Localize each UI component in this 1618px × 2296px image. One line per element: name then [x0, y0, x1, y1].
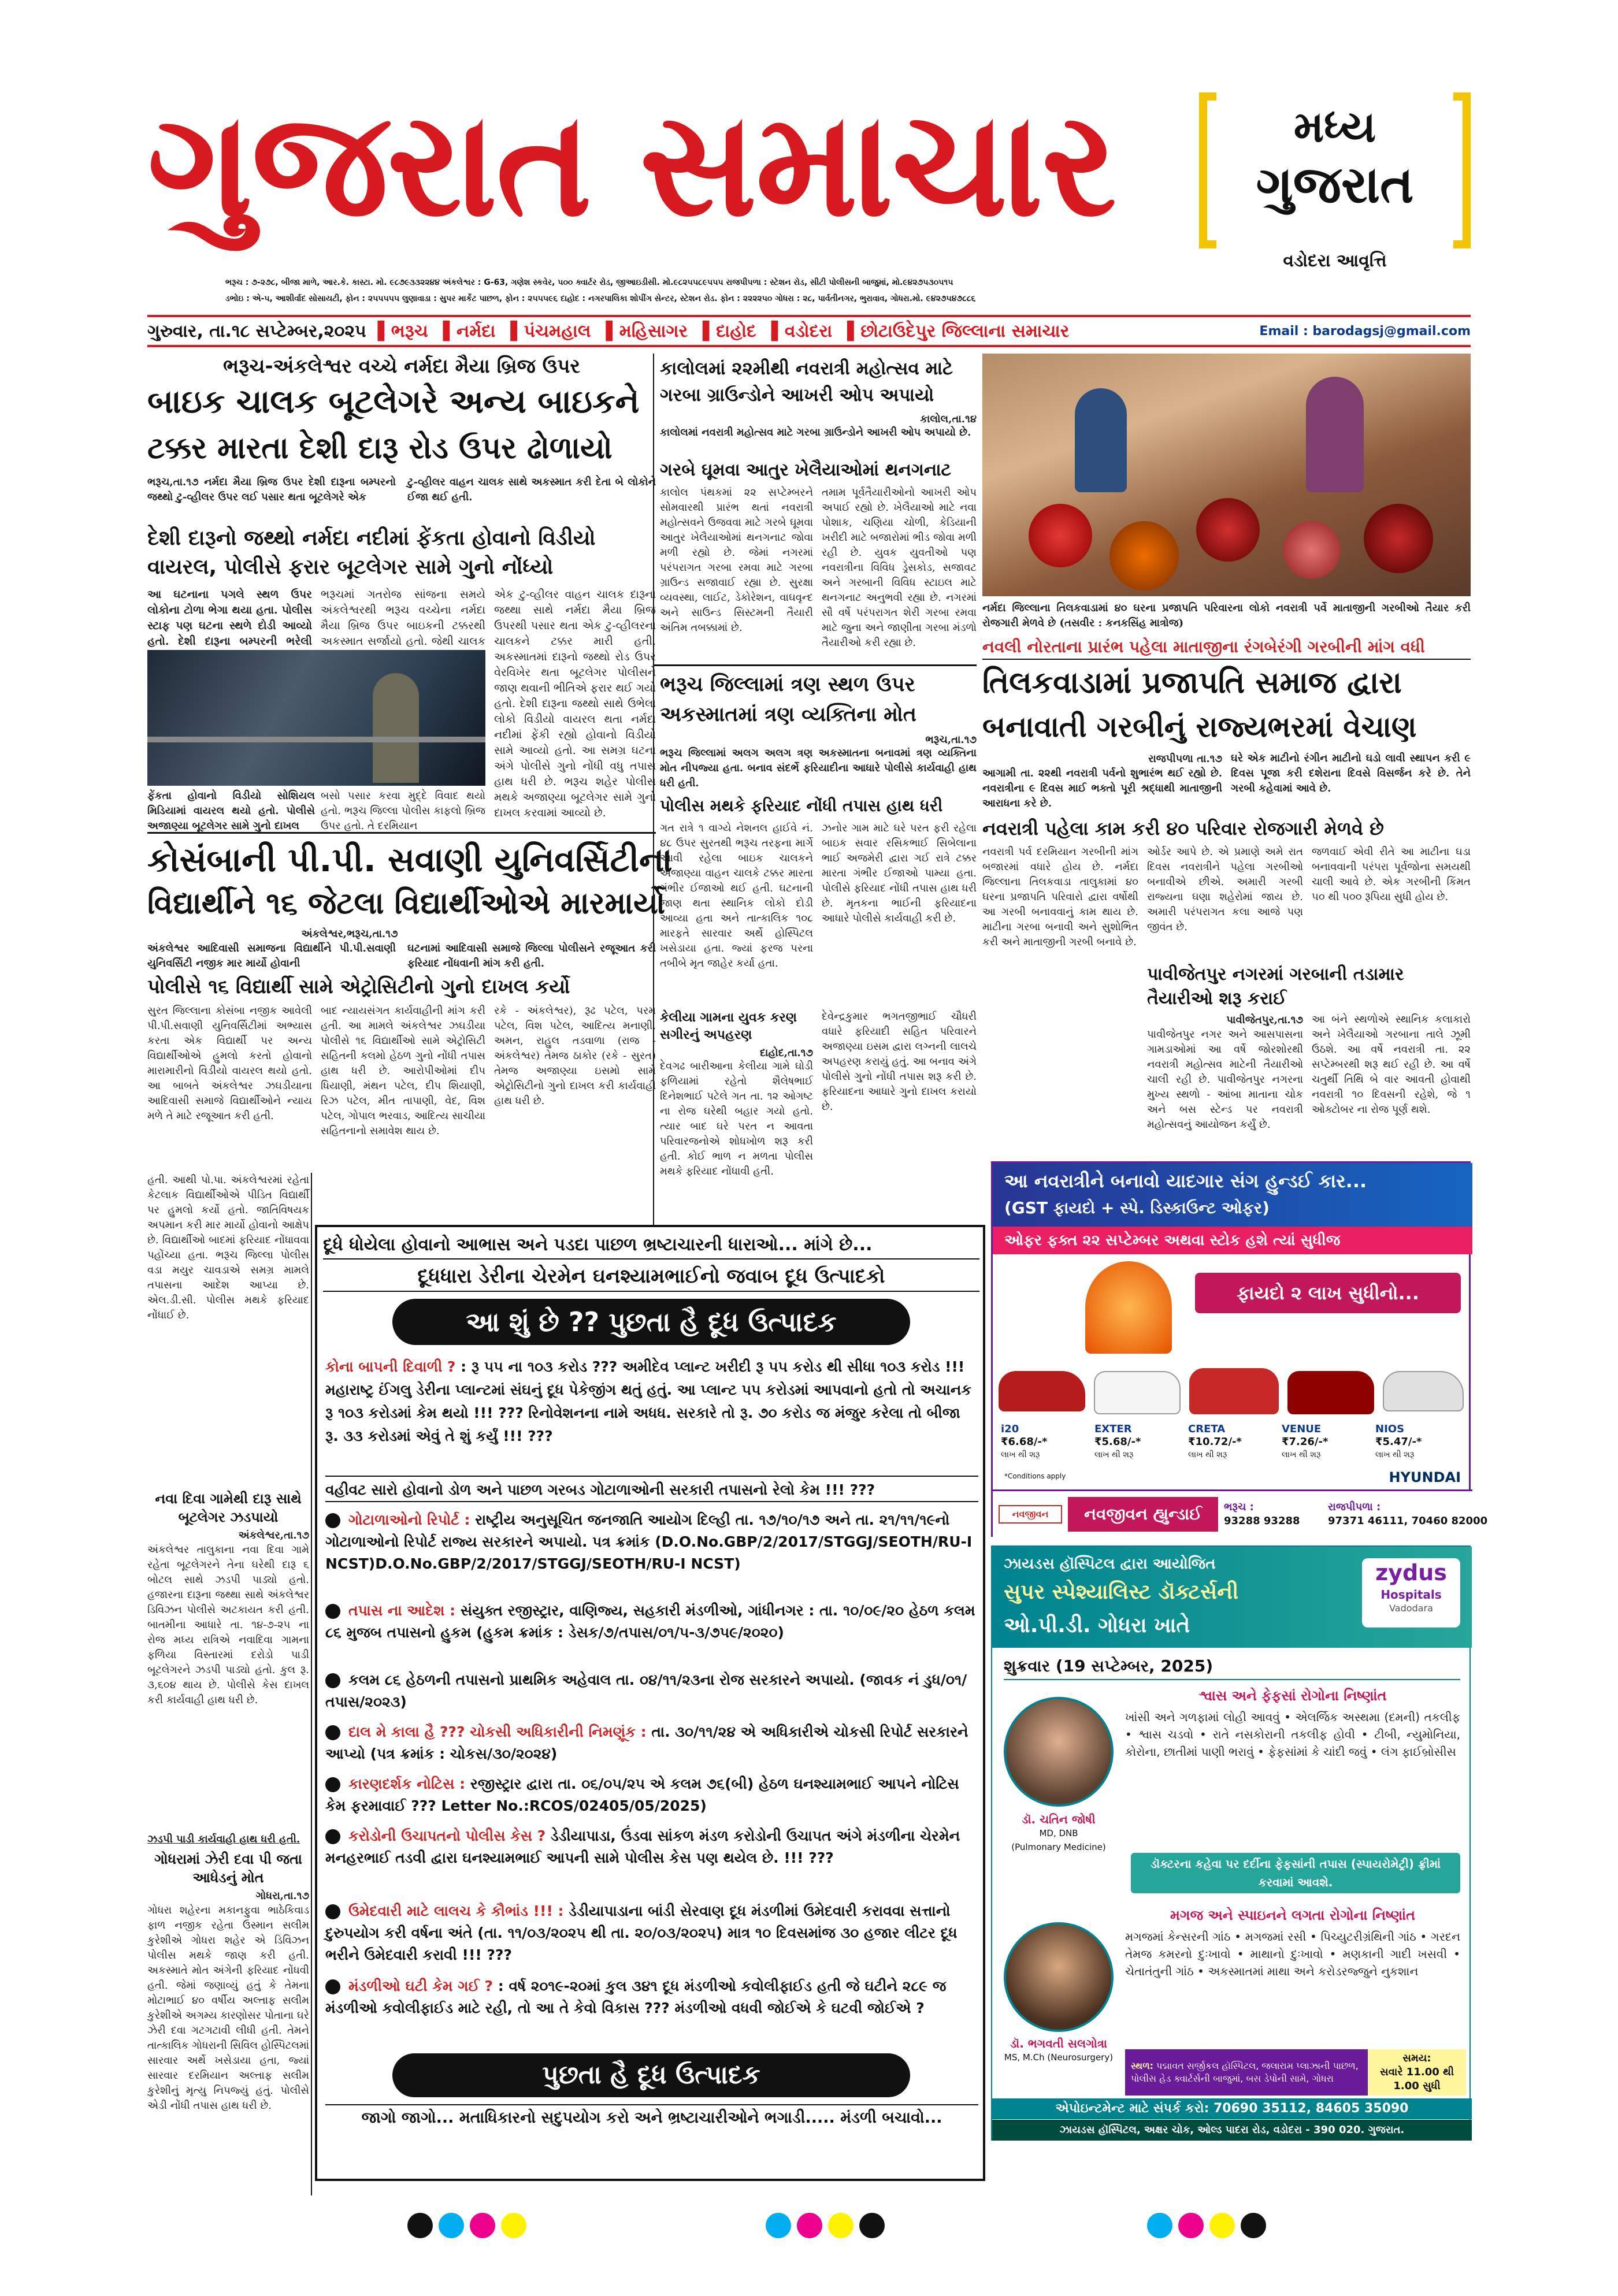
left-brief-headline-1: નવા દિવા ગામેથી દારૂ સાથે બૂટલેગર ઝડપાયો [155, 1491, 302, 1525]
dairy-bullet-4: દાલ મે કાલા હૈ ??? ચોકસી અધિકારીની નિમણૂંક : તા. ૩૦/૧૧/૨૪ એ અધિકારીએ ચોકસી રિપોર્ટ સરકારને આપ્યો (પત્ર ક્રમાંક : ચોકસ/૩૦/૨૦૨૪) [325, 1723, 968, 1762]
address-line-1: ભરૂચ : ૭-૨૭૮, બીજા માળે, આર.કે. કાસ્ટા. મો. ૯૮૭૯૩૩૨૨૪૪ અંકલેશ્વર : G-63, ગણેશ સ્કવેર, ૫૦૦ ક્વાર્ટર રોડ, જીઆઇડીસી. મો.૯૮૨૫૫૮૯૫૫૫ રાજપીપળા : સ્ટેશન રોડ, સીટી પોલીસની બાજુમાં, મો.૯૪૨૭૫૩૦૫૧૫ [225, 278, 953, 287]
car-creta[interactable] [1189, 1368, 1279, 1414]
model-prices [999, 1423, 1467, 1469]
doctor-2-degree: MS, M.Ch (Neurosurgery) [1004, 2052, 1114, 2063]
zydus-logo: zydus Hospitals Vadodara [1362, 1558, 1460, 1628]
model-nios[interactable]: NIOS ₹5.47/-* લાખ થી શરૂ [1375, 1423, 1422, 1459]
story4-intro-right: ઘટનામાં આદિવાસી સમાજે જિલ્લા પોલીસને રજૂઆત કરી ફરિયાદ નોંધવાની માંગ કરી હતી. [407, 942, 656, 969]
bullet-icon [325, 1829, 340, 1844]
doctor-2-name: ડૉ. ભગવતી સલગોત્રા [1010, 2037, 1107, 2050]
zydus-venue-label: સ્થળ: [1131, 2060, 1154, 2071]
zydus-line-1: ઝાયડસ હૉસ્પિટલ દ્વારા આયોજિત [1004, 1555, 1216, 1573]
model-exter[interactable]: EXTER ₹5.68/-* લાખ થી શરૂ [1094, 1423, 1141, 1459]
doctor-1-photo [1004, 1697, 1114, 1807]
dairy-banner: આ શું છે ?? પુછતા હૈ દૂધ ઉત્પાદક [392, 1299, 910, 1345]
cars-row [999, 1359, 1467, 1423]
garba-pots-photo [982, 354, 1471, 596]
pot-5 [1364, 504, 1433, 573]
doctor-2-photo [1004, 1922, 1114, 2032]
dealer-rajpipla[interactable]: રાજપીપળા : 97371 46111, 70460 82000 [1328, 1500, 1488, 1527]
photo-story-headline-2: બનાવાતી ગરબીનું રાજ્યભરમાં વેચાણ [982, 710, 1417, 744]
story1-headline-2: ટક્કર મારતા દેશી દારૂ રોડ ઉપર ઢોળાયો [147, 431, 613, 466]
dairy-bullet-5: કારણદર્શક નોટિસ : રજીસ્ટ્રાર દ્વારા તા. ૦૬/૦૫/૨૫ એ કલમ ૭૬(બી) હેઠળ ઘનશ્યામભાઈ આપને નોટિસ કેમ ફરમાવાઈ ??? Letter No.:RCOS/02405/05/2025) [325, 1775, 959, 1814]
nav-dahod[interactable]: ▌દાહોદ [703, 321, 756, 341]
story4-intro-left: અંકલેશ્વર આદિવાસી સમાજના વિદ્યાર્થીને પી.પી.સવાણી યુનિવર્સિટી નજીક માર માર્યો હોવાની [147, 942, 396, 969]
dairy-headline-1: દૂધે ધોયેલા હોવાનો આભાસ અને પડદા પાછળ ભ્રષ્ટાચારની ધારાઓ... માંગે છે... [323, 1232, 979, 1260]
story2-col-a: કાલોલ પંથકમાં ૨૨ સપ્ટેમ્બરને સોમવારથી પ્રારંભ થતાં નવરાત્રી મહોત્સવને ઉજવવા માટે ગરબે ઘૂમવા આતુર ખેલૈયાઓમાં થનગનાટ જોવા મળી રહ્યો છે. જેમાં નગરમાં પરંપરાગત ગરબા રમવા માટે ગરબા ગ્રાઉન્ડ સજાવાઈ રહ્યા છે. સુરક્ષા વ્યવસ્થા, લાઈટ, ડેકોરેશન, વાઘવૃન્દ અને સાઉન્ડ સિસ્ટમની તૈયારી અંતિમ તબક્કામાં છે. [660, 486, 813, 634]
doctor-2-info [998, 2037, 1119, 2064]
zydus-appointment[interactable]: એપોઇન્ટમેન્ટ માટે સંપર્ક કરો: 70690 35112, 84605 35090 [992, 2098, 1472, 2119]
story3-col-d: દેવેન્દ્રકુમાર ભગતજીભાઈ ચૌધરી વધારે ફરિયાદી સહિત પરિવારને અજાણ્યા ઇસમ દ્વારા લગ્નની લાલચે અપહરણ કરાયું હતું. આ બનાવ અંગે પોલીસે ગુનો નોંધી તપાસ શરૂ કરી છે. ફરિયાદના આધારે ગુનો દાખલ કરાયો છે. [822, 1010, 977, 1113]
zydus-dept-2: મગજ અને સ્પાઇનને લગતા રોગોના નિષ્ણાંત [1170, 1907, 1415, 1923]
story2-headline-1: કાલોલમાં ૨૨મીથી નવરાત્રી મહોત્સવ માટે [660, 358, 953, 379]
pot-3 [1196, 498, 1260, 562]
bullet-icon [325, 1725, 340, 1740]
story1-caption: ફેંકતા હોવાનો વિડીયો સોશિયલ મિડિયામાં વાયરલ થયો હતો. પોલીસે અજાણ્યા બૂટલેગર સામે ગુનો દાખલ [147, 790, 315, 832]
doctor-1-info [998, 1812, 1119, 1854]
email[interactable]: Email : barodagsj@gmail.com [1259, 324, 1471, 339]
dealer-logo: નવજીવન [999, 1505, 1062, 1524]
left-brief-dateline-1: અંકલેશ્વર,તા.૧૭ [238, 1529, 309, 1541]
bullet-icon [325, 1604, 340, 1619]
zydus-line-3: ઓ.પી.ડી. ગોધરા ખાતે [1004, 1614, 1190, 1637]
edition-city: વડોદરા આવૃત્તિ [1283, 251, 1387, 271]
dairy-p1: કોના બાપની દિવાળી ? : રૂ ૫૫ ના ૧૦૩ કરોડ ??? અમીદેવ પ્લાન્ટ ખરીદી રૂ ૫૫ કરોડ થી સીધા ૧૦૩ કરોડ !!! મહારાષ્ટ્ર ઈંગલુ ડેરીના પ્લાન્ટમાં સંઘનું દૂધ પેકેજીંગ થતું હતું. આ પ્લાન્ટ ૫૫ કરોડમાં આપવાનો હતો તો અચાનક રૂ ૧૦૩ કરોડમાં કેમ થયો !!! ??? રિનોવેશનના નામે અધધ. સરકારે તો રૂ. ૭૦ કરોડ જ મંજુર કરેલા તો બીજા રૂ. ૩૩ કરોડમાં એવું તે શું કર્યું !!! ??? [325, 1358, 972, 1444]
pot-4 [1283, 521, 1341, 579]
left-brief-text-1: હતી. આથી પો.પા. અંકલેશ્વરમાં રહેતા કેટલાક વિદ્યાર્થીઓએ પીડિત વિદ્યાર્થી પર હુમલો કર્યો હતો. જાતિવિષયક અપમાન કરી માર માર્યો હોવાનો આક્ષેપ છે. વિદ્યાર્થીઓ બાદમાં ફરિયાદ નોંધાવવા પહોંચ્યા હતા. ભરૂચ જિલ્લા પોલીસ વડા મયુર ચાવડાએ સમગ્ર મામલે તપાસના આદેશ આપ્યા છે. એલ.ડી.સી. પોલીસ મથકે ફરિયાદ નોંધાઈ છે. [147, 1174, 309, 1321]
hyundai-ad-headline: આ નવરાત્રીને બનાવો યાદગાર સંગ હુન્ડઈ કાર... [1004, 1170, 1367, 1192]
photo-credit: (તસવીર : કનકસિંહ માત્રોજ) [1059, 617, 1184, 629]
police-figure [373, 673, 419, 783]
dealer-bar [993, 1489, 1488, 1537]
story2-dateline: કાલોલ,તા.૧૪ [920, 413, 977, 425]
story-kosamba-university [147, 832, 673, 1167]
story3-col-c: દેવગઢ બારીઆના કેલીયા ગામે ઘોડી ફળિયામાં રહેતો શૈલેષભાઈ દિનેશભાઈ પટેલે ગત તા. ૧૨ ઓગષ્ટ ના રોજ ઘરેથી બહાર ગયો હતો. ત્યાર બાદ ઘરે પરત ન આવતા પરિવારજનોએ શોધખોળ શરૂ કરી હતી. કોઈ ભાળ ન મળતા પોલીસ મથકે ફરિયાદ નોંધાવી હતી. [660, 1060, 813, 1177]
section-nav [147, 315, 1471, 347]
story3-headline-1: ભરૂચ જિલ્લામાં ત્રણ સ્થળ ઉપર [660, 673, 915, 696]
bridge-railing [147, 737, 485, 742]
story1-sub-1: દેશી દારૂનો જથ્થો નર્મદા નદીમાં ફેંકતા હોવાનો વિડીયો [147, 526, 596, 550]
bullet-icon [325, 1513, 340, 1528]
left-brief-dateline-2: ગોધરા,તા.૧૭ [255, 1890, 309, 1902]
story4-headline-2: વિદ્યાર્થીને ૧૬ જેટલા વિદ્યાર્થીઓએ મારમાર્યો [147, 886, 666, 921]
hyundai-ad-benefit: ફાયદો ૨ લાખ સુધીનો... [1195, 1273, 1461, 1313]
model-venue[interactable]: VENUE ₹7.26/-* લાખ થી શરૂ [1282, 1423, 1328, 1459]
photo-story-intro-left: આગામી તા. ૨૨થી નવરાત્રી પર્વનો શુભારંભ થઈ રહ્યો છે. નવરાત્રીના ૯ દિવસ માઈ ભક્તો પૂરી શ્રદ્ધાથી માતાજીની આરાધના કરે છે. [982, 767, 1222, 809]
story3-col-a: ગત રાત્રે ૧ વાગ્યે નેશનલ હાઈવે નં. ૪૮ ઉપર સુરતથી ભરૂચ તરફના માર્ગે આવી રહેલા બાઇક ચાલકને અજાણ્યા વાહન ચાલકે ટક્કર મારતા ગંભીર ઈજાઓ થઈ હતી. ઘટનાની જાણ થતા સ્થાનિક લોકો દોડી આવ્યા હતા અને તાત્કાલિક ૧૦૮ મારફતે સારવાર અર્થે હોસ્પિટલ ખસેડાયા હતા. જ્યાં ફરજ પરના તબીબે મૃત જાહેર કર્યા હતા. [660, 822, 813, 969]
model-i20[interactable]: i20 ₹6.68/-* લાખ થી શરૂ [1001, 1423, 1048, 1459]
left-column-briefs [147, 1173, 312, 2195]
durga-image [1085, 1261, 1172, 1354]
dairy-headline-2: દૂધધારા ડેરીના ચેરમેન ઘનશ્યામભાઈનો જવાબ દૂધ ઉત્પાદકો [323, 1262, 979, 1292]
dairy-bullet-1: ગોટાળાઓનો રિપોર્ટ : રાષ્ટ્રીય અનુસૂચિત જનજાતિ આયોગ દિલ્હી તા. ૧૭/૧૦/૧૭ અને તા. ૨૧/૧૧/૧૯નો ગોટાળાઓનો રિપોર્ટ રાજ્ય સરકારને અપાયો. પત્ર ક્રમાંક (D.O.No.GBP/2/2017/STGGJ/SEOTH/RU-I NCST)D.O.No.GBP/2/2017/STGGJ/SEOTH/RU-I NCST) [325, 1511, 973, 1572]
photo-story-col-a: નવરાત્રી પર્વ દરમિયાન ગરબીની માંગ બજારમાં વધારે હોય છે. નર્મદા જિલ્લાના તિલકવાડા તાલુકામાં ૪૦ ઘરના પ્રજાપતિ પરિવારો દ્વારા વર્ષોથી આ ગરબી બનાવવાનું કામ થાય છે. માટીના ગરબા બનાવી અને સુશોભિત કરી અને માતાજીની ગરબી બનાવે છે. [982, 846, 1138, 948]
photo-story-dateline-2: પાવીજેતપુર,તા.૧૭ [1226, 1014, 1303, 1026]
dairy-bullet-2: તપાસ ના આદેશ : સંયુક્ત રજીસ્ટ્રાર, વાણિજ્ય, સહકારી મંડળીઓ, ગાંધીનગર : તા. ૧૦/૦૯/૨૦ હેઠળ કલમ ૮૬ મુજબ તપાસનો હુકમ (હુકમ ક્રમાંક : ડેસક/૭/તપાસ/૦૧/૫-૩/૭૫૯/૨૦૨૦) [325, 1602, 975, 1641]
dairy-footer-line: જાગો જાગો... મતાધિકારનો સદુપયોગ કરો અને ભ્રષ્ટાચારીઓને ભગાડી..... મંડળી બચાવો... [325, 2104, 978, 2131]
story4-headline-1: કોસંબાની પી.પી. સવાણી યુનિવર્સિટીના [147, 840, 673, 879]
zydus-dept-1-items: ખાંસી અને ગળફામાં લોહી આવવું • એલર્જિક અસ્થમા (દમની) તકલીફ • શ્વાસ ચડવો • રાતે નસકોરાની તકલીફ હોવી • ટીબી, ન્યુમોનિયા, કોરોના, છાતીમાં પાણી ભરાવું • ફેફસાંમાં કે ચાંદી જવું • લંગ ફાઈબ્રોસીસ [1125, 1710, 1461, 1759]
story1-photo-large [147, 650, 485, 786]
photo-story-headline-1: તિલકવાડામાં પ્રજાપતિ સમાજ દ્વારા [982, 666, 1402, 700]
zydus-time: સવારે 11.00 થી 1.00 સુધી [1380, 2066, 1454, 2092]
photo-story-dateline: રાજપીપળા તા.૧૭ [1148, 753, 1222, 765]
story2-col-b: તમામ પૂર્વતૈયારીઓનો આખરી ઓપ અપાઈ રહ્યો છે. ખેલૈયાઓ માટે નવા પોશાક, ચણિયા ચોળી, કેડિયાની ખરીદી માટે બજારોમાં ભીડ જોવા મળી રહી છે. યુવક યુવતીઓ પણ નવરાત્રીના વિવિધ ડ્રેસકોડ, સજાવટ અને ગરબાની વિવિધ સ્ટાઇલ માટે થનગનાટ અનુભવી રહ્યા છે. નગરમાં સૌ વર્ષે પરંપરાગત શેરી ગરબા રમવા માટે જુના અને જાણીતા ગરબા મંડળો તૈયારીઓ કરી રહ્યા છે. [822, 486, 977, 649]
dairy-bullet-7: ઉમેદવારી માટે લાલચ કે કૌભાંડ !!! : ડેડીયાપાડાના બાંડી સેરવાણ દૂધ મંડળીમાં ઉમેદવારી કરાવવા સત્તાનો દુરુપયોગ કરી વર્ષના અંતે (તા. ૧૧/૦૩/૨૦૨૫ થી તા. ૨૦/૦૩/૨૦૨૫) માત્ર ૧૦ દિવસમાંજ ૩૦ હજાર લીટર દૂધ ભરીને ઉમેદવારી કરાવી !!! ??? [325, 1903, 958, 1963]
registration-marks-left [404, 2213, 529, 2241]
story4-col-b: બાદ ન્યાયસંગત કાર્યવાહીની માંગ કરી હતી. આ મામલે અંકલેશ્વર ઝઘડીયા પોલીસે ૧૬ વિદ્યાર્થીઓ સામે એટ્રોસિટી સહિતની કલમો હેઠળ ગુનો નોંધી તપાસ હાથ ધરી છે. આરોપીઓમાં દીપ ધિયાણી, મંથન પટેલ, દીપ શિયાણી, રિઝ પટેલ, મીત તાપાણી, વેદ, વિશ પટેલ, ગોપાલ ભરવાડ, આદિત્ય સાચીયા સહિતનાનો સમાવેશ થાય છે. [321, 1005, 485, 1137]
story2-headline-2: ગરબા ગ્રાઉન્ડોને આખરી ઓપ અપાયો [660, 385, 934, 406]
photo-caption: નર્મદા જિલ્લાના તિલકવાડામાં ૪૦ ઘરના પ્રજાપતિ પરિવારના લોકો નવરાત્રી પર્વે માતાજીની ગરબીઓ તૈયાર કરી રોજગારી મેળવે છે (તસવીર : કનકસિંહ માત્રોજ) [982, 602, 1471, 629]
bullet-icon [325, 1777, 340, 1792]
left-brief-text-2: અંકલેશ્વર તાલુકાના નવા દિવા ગામે રહેતા બૂટલેગરને તેના ઘરેથી દારૂ ૬ બોટલ સાથે ઝડપી પાડ્યો હતો. હજારના દારૂના જથ્થા સાથે અંકલેશ્વર ડિવિઝન પોલીસે અટકાયત કરી હતી. બાતમીના આધારે તા. ૧૪-૭-૨૫ ના રોજ મધ્ય રાત્રિએ નવાદિવા ગામના ફળિયા વિસ્તારમાં દરોડો પાડી બૂટલેગરને ઝડપી પાડ્યો હતો. કુલ રૂ. ૩,૬૦૪ થાય છે. પોલીસે કેસ દાખલ કરી કાર્યવાહી હાથ ધરી છે. [147, 1544, 309, 1706]
zydus-address: ઝાયડસ હૉસ્પિટલ, અક્ષર ચોક, ઓલ્ડ પાદરા રોડ, વડોદરા - 390 020. ગુજરાત. [992, 2120, 1472, 2141]
zydus-date: શુક્રવાર (19 સપ્ટેમ્બર, 2025) [1004, 1654, 1460, 1680]
story3-dateline: ભરૂચ,તા.૧૭ [925, 734, 977, 746]
story1-col-b: ભરૂચમાં ગતરોજ સાંજના સમયે અંકલેશ્વરથી ભરૂચ વચ્ચેના નર્મદા મૈયા બ્રિજ ઉપર બાઇકની ટક્કરથી અકસ્માત સર્જાયો હતો. જેથી ચાલક [321, 588, 485, 648]
story4-sub: પોલીસે ૧૬ વિદ્યાર્થી સામે એટ્રોસિટીનો ગુનો દાખલ કર્યો [147, 975, 570, 998]
photo-story [982, 636, 1471, 1156]
address-strip [225, 274, 1179, 309]
doctor-1-name: ડૉ. ચતિન જોષી [1022, 1812, 1096, 1826]
left-brief-text-3: ગોધરા શહેરના મકાનફુવા ભાઠેકિવાડ ફાળ નજીક રહેતા ઉસ્માન સલીમ કુરેશીએ ગોધરા શહેર એ ડિવિઝન પોલીસ મથકે જાણ કરી હતી. અકસ્માતે મોત અંગેની ફરિયાદ નોંધવી હતી. જેમાં જણાવ્યું હતું કે તેમના મોટાભાઈ ૪૦ વર્ષીય અલ્તાફ સલીમ કુરેશીએ અગમ્ય કારણોસર પોતાના ઘરે ઝેરી દવા ગટગટાવી લીધી હતી. તેમને તાત્કાલિક ગોધરાની સિવિલ હોસ્પિટલમાં સારવાર અર્થે ખસેડાયા હતા, જ્યાં સારવાર દરમિયાન અલ્તાફ સલીમ કુરેશીનું મૃત્યુ નિપજ્યું હતું. પોલીસે એડી નોંધી તપાસ હાથ ધરી છે. [147, 1904, 309, 2112]
nav-panchmahal[interactable]: ▌પંચમહાલ [510, 321, 591, 341]
bullet-icon [325, 1673, 340, 1688]
story3-sub: પોલીસ મથકે ફરિયાદ નોંધી તપાસ હાથ ધરી [660, 796, 943, 815]
edition-top: મધ્ય [1293, 102, 1376, 152]
zydus-venue-bar [1125, 2049, 1466, 2096]
hyundai-ad-header [993, 1163, 1472, 1227]
zydus-time-label: સમય: [1402, 2052, 1431, 2064]
story2-sub: ગરબે ઘૂમવા આતુર ખેલૈયાઓમાં થનગનાટ [660, 460, 952, 480]
zydus-line-2: સુપર સ્પેશ્યાલિસ્ટ ડૉક્ટર્સની [1004, 1580, 1239, 1604]
car-venue[interactable] [1287, 1371, 1374, 1414]
zydus-venue: પદ્માવત સર્જીકલ હૉસ્પિટલ, જલારામ પ્લાઝાની પાછળ, પોલીસ હેડ ક્વાર્ટર્સની બાજુમાં, બસ ડેપોની સામે, ગોધરા [1131, 2060, 1359, 2084]
doctor-1-specialty: (Pulmonary Medicine) [1011, 1842, 1106, 1852]
masthead-title: ગુજરાત સમાચાર [147, 80, 1116, 248]
story3-col-b: ઝનોર ગામ માટે ઘરે પરત ફરી રહેલા બાઇક સવાર રસિકભાઈ સિબેલાના ભાઈ અજમેરી દ્વારા ગઈ રાત્રે ટક્કર મારતા ગંભીર ઈજાઓ પામ્યા હતા. પોલીસે ફરિયાદ નોંધી તપાસ હાથ ધરી છે. મૃતકના ભાઈની ફરિયાદના આધારે પોલીસે કાર્યવાહી કરી છે. [822, 822, 977, 924]
story3-headline-2: અકસ્માતમાં ત્રણ વ્યક્તિના મોત [660, 703, 916, 726]
dairy-footer-banner: પુછતા હૈ દૂધ ઉત્પાદક [392, 2053, 910, 2097]
photo-story-col-d: પાવીજેતપુર નગર અને આસપાસના ગામડાઓમાં આ વર્ષે જોરશોરથી નવરાત્રી મહોત્સવ માટેની તૈયારીઓ ચાલી રહી છે. પાવીજેતપુર નગરના મુખ્ય સ્થળો - આંબા માતાના ચોક અને બસ સ્ટેન્ડ પર નવરાત્રી મહોત્સવનું આયોજન કર્યું છે. [1147, 1028, 1303, 1131]
car-nios[interactable] [1383, 1371, 1464, 1411]
registration-marks-center [763, 2213, 888, 2241]
dairy-bullet-8: મંડળીઓ ઘટી કેમ ગઈ ? : વર્ષ ૨૦૧૯-૨૦માં કુલ ૩૪૧ દૂધ મંડળીઓ કવોલીફાઈડ હતી જે ઘટીને ૨૮૯ જ મંડળીઓ કવોલીફાઈડ માટે રહી, તો આ તે કેવો વિકાસ ??? મંડળીઓ વધવી જોઈએ કે ઘટવી જોઈએ ? [325, 1978, 947, 2016]
registration-marks-right [1144, 2213, 1269, 2241]
dairy-bullet-6: કરોડોની ઉચાપતનો પોલીસ કેસ ? ડેડીયાપાડા, ઉંડવા સાંકળ મંડળ કરોડોની ઉચાપત અંગે મંડળીના ચેરમેન મનહરભાઈ તડવી દ્વારા ઘનશ્યામભાઈ આપની સામે પોલીસ કેસ પણ થયેલ છે. !!! ??? [325, 1827, 960, 1866]
dairy-p1-label: કોના બાપની દિવાળી ? [325, 1358, 456, 1375]
hyundai-ad-offer: ઓફર ફક્ત ૨૨ સપ્ટેમ્બર અથવા સ્ટોક હશે ત્યાં સુધીજ [993, 1227, 1472, 1254]
car-i20[interactable] [999, 1371, 1085, 1411]
photo-story-kicker: નવલી નોરતાના પ્રારંભ પહેલા માતાજીના રંગબેરંગી ગરબીની માંગ વધી [982, 636, 1471, 660]
bullet-icon [325, 1979, 340, 1994]
story3-sub-2: કેલીયા ગામના યુવક કરણ સગીરનું અપહરણ [660, 1010, 797, 1042]
story1-caption-2: બસો પસાર કરવા મુદ્દે વિવાદ થયો હતો. ભરૂચ જિલ્લા પોલીસ કાફલો બ્રિજ ઉપર હતો. તે દરમિયાન [321, 790, 485, 832]
photo-story-col-c: જળવાઈ એવી રીતે આ માટીના ઘડા બનાવવાની પરંપરા પૂર્વજોના સમયથી ચાલી આવે છે. એક ગરબીની કિંમત ૫૦ થી ૫૦૦ રૂપિયા સુધી હોય છે. [1312, 846, 1471, 903]
story2-intro: કાલોલમાં નવરાત્રી મહોત્સવ માટે ગરબા ગ્રાઉન્ડોને આખરી ઓપ અપાયો છે. [660, 426, 971, 439]
story1-kicker: ભરૂચ-અંકલેશ્વર વચ્ચે નર્મદા મૈયા બ્રિજ ઉપર [222, 355, 581, 378]
nav-mahisagar[interactable]: ▌મહિસાગર [606, 321, 688, 341]
dairy-block [315, 1225, 985, 2181]
story1-intro-right: ટુ-વ્હીલર વાહન ચાલક સાથે અકસ્માત કરી દેતા બે લોકોને ઈજા થઈ હતી. [407, 476, 656, 503]
hyundai-ad[interactable] [991, 1161, 1488, 1537]
story1-headline-1: બાઇક ચાલક બૂટલેગરે અન્ય બાઇકને [147, 383, 640, 421]
photo-story-col-e: આ બંને સ્થળોએ સ્થાનિક કલાકારો અને ખેલૈયાઓ ગરબાના તાલે ઝૂમી ઉઠશે. આ વર્ષે નવરાત્રી તા. ૨૨ સપ્ટેમ્બરથી શરૂ થઈ રહી છે. આ વર્ષે ચતુર્થી તિથિ બે વાર આવતી હોવાથી નવરાત્રી ૧૦ દિવસની રહેશે, જે ૧ ઓક્ટોબર ના રોજ પૂર્ણ થશે. [1312, 1013, 1471, 1116]
zydus-dept-1-note: ડૉક્ટરના કહેવા પર દર્દીના ફેફસાંની તપાસ (સ્પાયરોમેટ્રી) ફ્રીમાં કરવામાં આવશે. [1131, 1853, 1460, 1893]
edition-main: ગુજરાત [1256, 155, 1414, 214]
address-line-2: ડભોઇ : એ-૫, આશીર્વાદ સોસાયટી, ફોન : ૨૫૫૫૫૫ લુણાવાડા : સુપર માર્કેટ પાછળ, ફોન : ૨૫૫૫૯૬ દાહોદ : નગરપાલિકા શોપીંગ સેન્ટર, સ્ટેશન રોડ. ફોન : ૨૨૨૨૫૦ ગોધરા : ૨૮, પાર્વતીનગર, ભુરાવાવ, ગોધરા.મો. ૯૪૨૭૫૪૭૮૮૬ [225, 294, 976, 303]
story1-col-c: એક ટુ-વ્હીલર વાહન ચાલક દારૂના જથ્થા સાથે નર્મદા મૈયા બ્રિજ ઉપરથી પસાર થતા એક ટુ-વ્હીલરના ચાલકને ટક્કર મારી હતી. અકસ્માતમાં દારૂનો જથ્થો રોડ ઉપર વેરવિખેર થતા બૂટલેગર પોલીસને જાણ થવાની ભીતિએ ફરાર થઈ ગયો હતો. દેશી દારૂના જથ્થો સાથે ઉભેલા લોકો વિડીયો વાયરલ થતા નર્મદા નદીમાં ફેંકી રહ્યો હોવાનો વિડીયો સામે આવ્યો હતો. આ સમગ્ર ઘટના અંગે પોલીસે ગુનો નોંધી વધુ તપાસ હાથ ધરી છે. ભરૂચ શહેર પોલીસ મથકે અજાણ્યા બૂટલેગર સામે ગુનો દાખલ કરવામાં આવ્યો છે. [494, 588, 656, 819]
story4-col-a: સુરત જિલ્લાના કોસંબા નજીક આવેલી પી.પી.સવાણી યુનિવર્સિટીમાં અભ્યાસ કરતા એક વિદ્યાર્થી પર અન્ય વિદ્યાર્થીઓએ હુમલો કરતો હોવાનો મારામારીનો વિડીયો વાયરલ થયો હતો. આ બાબતે અંકલેશ્વર ઝઘડીયાના આદિવાસી સમાજે વિદ્યાર્થીઓને ન્યાય મળે તે માટે રજૂઆત કરી હતી. [147, 1005, 312, 1122]
artisan-1 [1075, 388, 1127, 492]
dairy-p2: વહીવટ સારો હોવાનો ડોળ અને પાછળ ગરબડ ગોટાળાઓની સરકારી તપાસનો રેલો કેમ !!! ??? [325, 1476, 978, 1502]
dairy-bullet-3: કલમ ૮૬ હેઠળની તપાસનો પ્રાથમિક અહેવાલ તા. ૦૪/૧૧/૨૩ના રોજ સરકારને અપાયો. (જાવક નં ડુધ/૦૧/તપાસ/૨૦૨૩) [325, 1671, 967, 1710]
dealer-bharuch[interactable]: ભરૂચ : 93288 93288 [1224, 1500, 1300, 1527]
dealer-name: નવજીવન હ્યુન્ડાઈ [1068, 1497, 1218, 1532]
story1-col-a: આ ઘટનાના પગલે સ્થળ ઉપર લોકોના ટોળા ભેગા થયા હતા. પોલીસ સ્ટાફ પણ ઘટના સ્થળે દોડી આવ્યો હતો. દેશી દારૂના બમ્પરની ભરેલી [147, 588, 312, 648]
photo-story-sub: નવરાત્રી પહેલા કામ કરી ૪૦ પરિવાર રોજગારી મેળવે છે [982, 818, 1384, 839]
zydus-header [992, 1547, 1472, 1648]
car-exter[interactable] [1094, 1371, 1181, 1414]
pot-2 [1109, 521, 1179, 590]
nav-narmada[interactable]: ▌નર્મદા [443, 321, 496, 341]
nav-vadodara[interactable]: ▌વડોદરા [771, 321, 833, 341]
pot-1 [1029, 504, 1092, 567]
artisan-2 [1306, 377, 1364, 492]
story4-dateline: અંકલેશ્વર,ભરૂચ,તા.૧૭ [301, 928, 398, 940]
zydus-dept-2-items: મગજમાં કેન્સરની ગાંઠ • મગજમાં રસી • પિચ્યુટરીગ્રંથિની ગાંઠ • ગરદન તેમજ કમરનો દુઃખાવો • માથાનો દુઃખાવો • મણકાની ગાદી ખસવી • ચેતાતંતુની ગાંઠ • અકસ્માતમાં માથા અને કરોડરજ્જુને નુકશાન [1125, 1930, 1460, 1978]
masthead [147, 69, 1471, 272]
issue-date: ગુરુવાર, તા.૧૮ સપ્ટેમ્બર,૨૦૨૫ [147, 321, 366, 341]
nav-chhotaudepur[interactable]: ▌છોટાઉદેપુર જિલ્લાના સમાચાર [847, 321, 1070, 341]
story3-intro: ભરૂચ જિલ્લામાં અલગ અલગ ત્રણ અકસ્માતના બનાવમાં ત્રણ વ્યક્તિના મોત નીપજ્યા હતા. બનાવ સંદર્ભે ફરિયાદીના આધારે પોલીસે કાર્યવાહી હાથ ધરી હતી. [660, 747, 977, 789]
photo-story-intro-right: ઘરે એક માટીનો રંગીન માટીનો ઘડો લાવી સ્થાપન કરી ૯ દિવસ પૂજા કરી દશેરાના દિવસે વિસર્જન કરે છે. તેને ગરબી કહેવામાં આવે છે. [1231, 752, 1471, 794]
story1-intro-left: ભરૂચ,તા.૧૭ નર્મદા મૈયા બ્રિજ ઉપર દેશી દારૂના બમ્પરનો જથ્થો ટુ-વ્હીલર ઉપર લઈ પસાર થતા બૂટલેગરે એક [147, 476, 396, 503]
bullet-icon [325, 1904, 340, 1919]
doctor-1-degree: MD, DNB [1039, 1828, 1078, 1838]
story1-sub-2: વાયરલ, પોલીસે ફરાર બૂટલેગર સામે ગુનો નોંધ્યો [147, 555, 554, 579]
story1-dateline: ભરૂચ,તા.૧૭ [147, 476, 199, 488]
model-creta[interactable]: CRETA ₹10.72/-* લાખ થી શરૂ [1188, 1423, 1242, 1459]
hyundai-disclaimer: *Conditions apply [1004, 1472, 1066, 1480]
zydus-dept-1: શ્વાસ અને ફેફસાં રોગોના નિષ્ણાંત [1198, 1688, 1387, 1704]
left-brief-headline-2: ગોધરામાં ઝેરી દવા પી જતા આધેડનું મોત [154, 1851, 302, 1886]
hyundai-ad-sub: (GST ફાયદો + સ્પે. ડિસ્કાઉન્ટ ઓફર) [1004, 1198, 1270, 1217]
photo-story-headline-3: પાવીજેતપુર નગરમાં ગરબાની તડામાર તૈયારીઓ શરૂ કરાઈ [1147, 964, 1404, 1009]
photo-story-col-b: ઓર્ડર આપે છે. એ પ્રમાણે અમે રાત દિવસ નવરાત્રીને પહેલા ગરબીઓ બનાવીએ છીએ. અમારી ગરબી રાજ્યના ઘણા શહેરોમાં જાય છે. અમારી પરંપરાગત કલા આજે પણ જીવંત છે. [1147, 846, 1303, 933]
story4-col-c: રકે - અંકલેશ્વર), રૂઢ પટેલ, પરમ પટેલ, વિશ પટેલ, આદિત્ય મનાણી, અમન, રાહુલ તડવાળા (રાજ - અંકલેશ્વર) તેમજ ઠાકોર (રકે - સુરત) તેમજ અજાણ્યા ઇસમો સામે એટ્રોસિટીનો ગુનો દાખલ કરી કાર્યવાહી હાથ ધરી છે. [494, 1005, 656, 1107]
hyundai-brand: HYUNDAI [1389, 1469, 1461, 1485]
left-brief-link: ઝડપી પાડી કાર્યવાહી હાથ ધરી હતી. [147, 1833, 300, 1845]
story-kalol-navratri [653, 354, 977, 666]
story3-dateline-2: દાહોદ,તા.૧૭ [759, 1047, 813, 1059]
edition-box [1199, 92, 1471, 248]
nav-bharuch[interactable]: ▌ભરૂચ [377, 321, 428, 341]
zydus-ad[interactable] [991, 1545, 1471, 2141]
